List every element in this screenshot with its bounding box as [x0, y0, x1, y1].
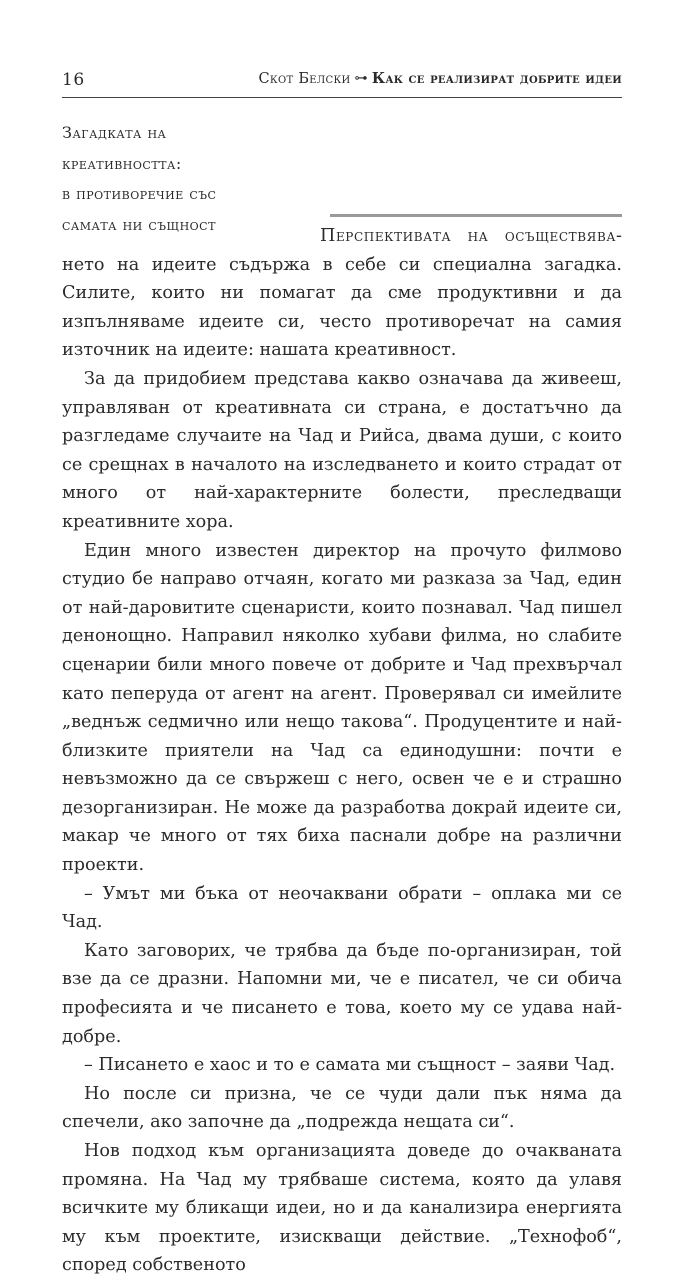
section-heading-rule [330, 214, 622, 217]
paragraph: Един много известен директор на прочуто филмово студио бе направо отчаян, когато ми разказа за Чад, един от най-даровитите сценаристи, които познавал. Чад пишел денонощно. Направил няколко хубави филма, но слабите сценарии били много повече от добрите и Чад прехвърчал като пеперуда от агент на агент. Проверявал си имейлите „веднъж седмично или нещо такова“. Продуцентите и най-близките приятели на Чад са единодушни: почти е невъзможно да се свържеш с него, освен че е и страшно дезорганизиран. Не може да разработва докрай идеите си, макар че много от тях биха паснали добре на различни проекти. [62, 540, 622, 876]
section-heading-line: креативността: [62, 153, 182, 173]
header-book-title: Как се реализират добрите идеи [371, 70, 622, 87]
section-heading-line: в противоречие със [62, 184, 217, 203]
body-text [62, 222, 622, 1280]
paragraph: Като заговорих, че трябва да бъде по-организиран, той взе да се дразни. Напомни ми, че е писател, че си обича професията и че писането е това, което му се удава най-добре. [62, 940, 622, 1047]
paragraph-lead-in: Перспективата на осъществява [320, 226, 617, 246]
key-ornament-icon: ⊶ [354, 71, 368, 86]
paragraph-intro: Перспективата на осъществяването на идеите съдържа в себе си специална загадка. Силите, които ни помагат да сме продуктивни и да изпълняваме идеите си, често противоречат на самия източник на идеите: нашата креативност. [62, 226, 622, 361]
paragraph: – Умът ми бъка от неочаквани обрати – оплака ми се Чад. [62, 883, 622, 933]
paragraph: Но после си призна, че се чуди дали пък няма да спечели, ако започне да „подрежда нещата си“. [62, 1083, 622, 1133]
page-number: 16 [62, 70, 85, 90]
section-heading-line: Загадката на [62, 123, 167, 142]
paragraph: – Писането е хаос и то е самата ми същност – заяви Чад. [84, 1055, 616, 1076]
running-header-title [259, 70, 622, 87]
section-heading-line: самата ни същност [62, 214, 216, 234]
paragraph: Нов подход към организацията доведе до очакваната промяна. На Чад му трябваше система, която да улавя всичките му бликащи идеи, но и да канализира енергията му към проектите, изискващи действие. „Технофоб“, според собственото [62, 1141, 622, 1276]
paragraph-intro-text: нето на идеите съдържа в себе си специална загадка. Силите, които ни помагат да сме продуктивни и да изпълняваме идеите си, често противоречат на самия източник на идеите: нашата креативност. [62, 254, 622, 361]
header-rule [62, 97, 622, 98]
running-header [62, 70, 622, 100]
header-author: Скот Белски [258, 71, 351, 87]
paragraph: За да придобием представа какво означава да живееш, управляван от креативната си страна, е достатъчно да разгледаме случаите на Чад и Рийса, двама души, с които се срещнах в началото на изследването и които страдат от много от най-характерните болести, преследващи креативните хора. [62, 368, 622, 532]
